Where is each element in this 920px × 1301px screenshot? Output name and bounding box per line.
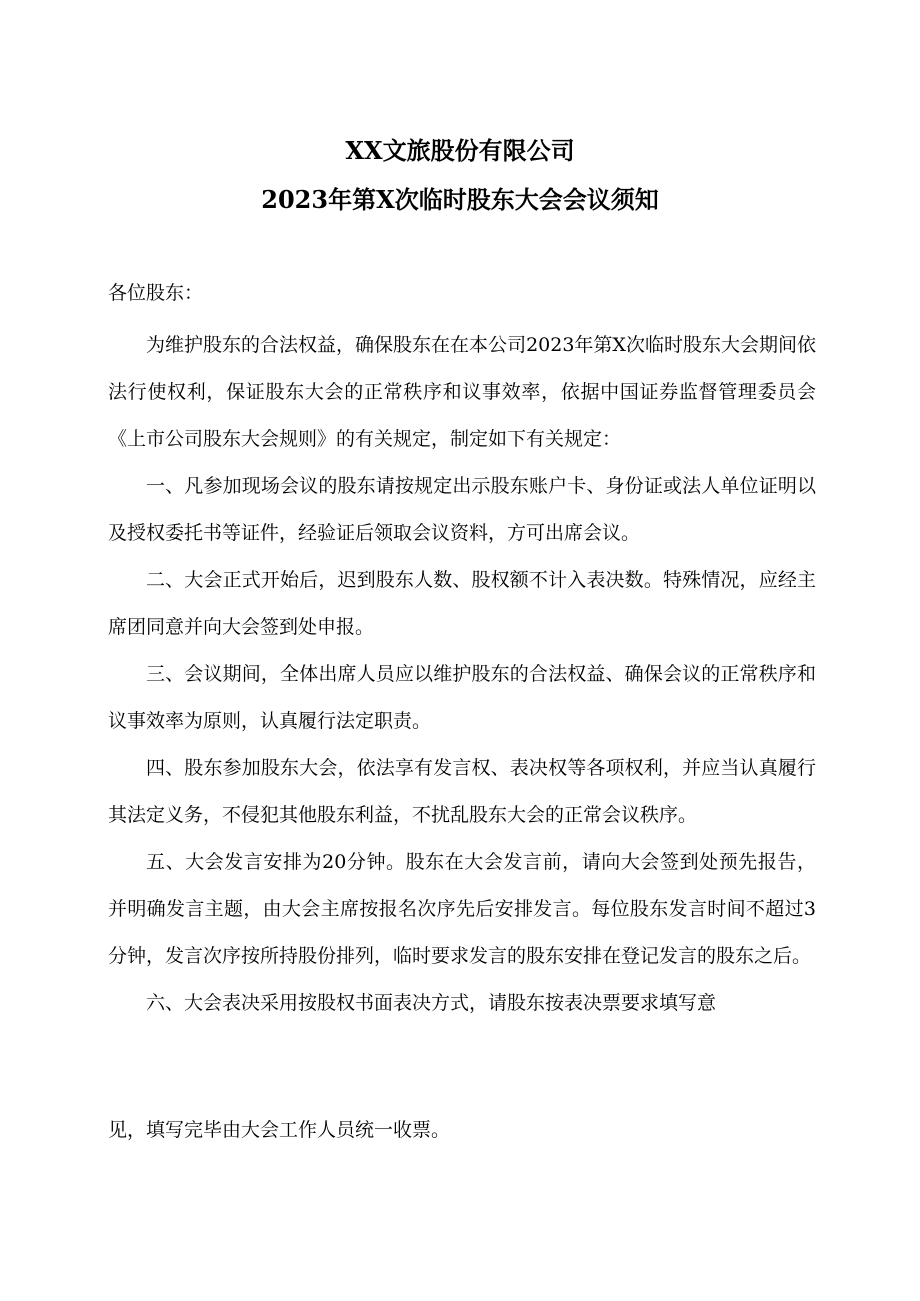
paragraph-rule-1: 一、凡参加现场会议的股东请按规定出示股东账户卡、身份证或法人单位证明以及授权委托书等证件，经验证后领取会议资料，方可出席会议。 — [108, 475, 816, 544]
paragraph-rule-6-continuation: 见，填写完毕由大会工作人员统一收票。 — [108, 1119, 451, 1141]
paragraph-rule-6: 六、大会表决采用按股权书面表决方式，请股东按表决票要求填写意 — [146, 992, 717, 1014]
paragraph-rule-5: 五、大会发言安排为20分钟。股东在大会发言前，请向大会签到处预先报告，并明确发言主题，由大会主席按报名次序先后安排发言。每位股东发言时间不超过3分钟，发言次序按所持股份排列，临时要求发言的股东安排在登记发言的股东之后。 — [108, 851, 816, 967]
document-body — [108, 322, 816, 1027]
document-title: XX文旅股份有限公司 — [345, 136, 575, 165]
salutation: 各位股东： — [108, 282, 204, 304]
paragraph-intro: 为维护股东的合法权益，确保股东在在本公司2023年第X次临时股东大会期间依法行使权利，保证股东大会的正常秩序和议事效率，依据中国证券监督管理委员会《上市公司股东大会规则》的有关规定，制定如下有关规定： — [108, 334, 816, 450]
paragraph-rule-2: 二、大会正式开始后，迟到股东人数、股权额不计入表决数。特殊情况，应经主席团同意并向大会签到处申报。 — [108, 569, 816, 638]
document-subtitle: 2023年第X次临时股东大会会议须知 — [261, 185, 659, 214]
paragraph-rule-4: 四、股东参加股东大会，依法享有发言权、表决权等各项权利，并应当认真履行其法定义务，不侵犯其他股东利益，不扰乱股东大会的正常会议秩序。 — [108, 757, 816, 826]
paragraph-rule-3: 三、会议期间，全体出席人员应以维护股东的合法权益、确保会议的正常秩序和议事效率为原则，认真履行法定职责。 — [108, 663, 816, 732]
